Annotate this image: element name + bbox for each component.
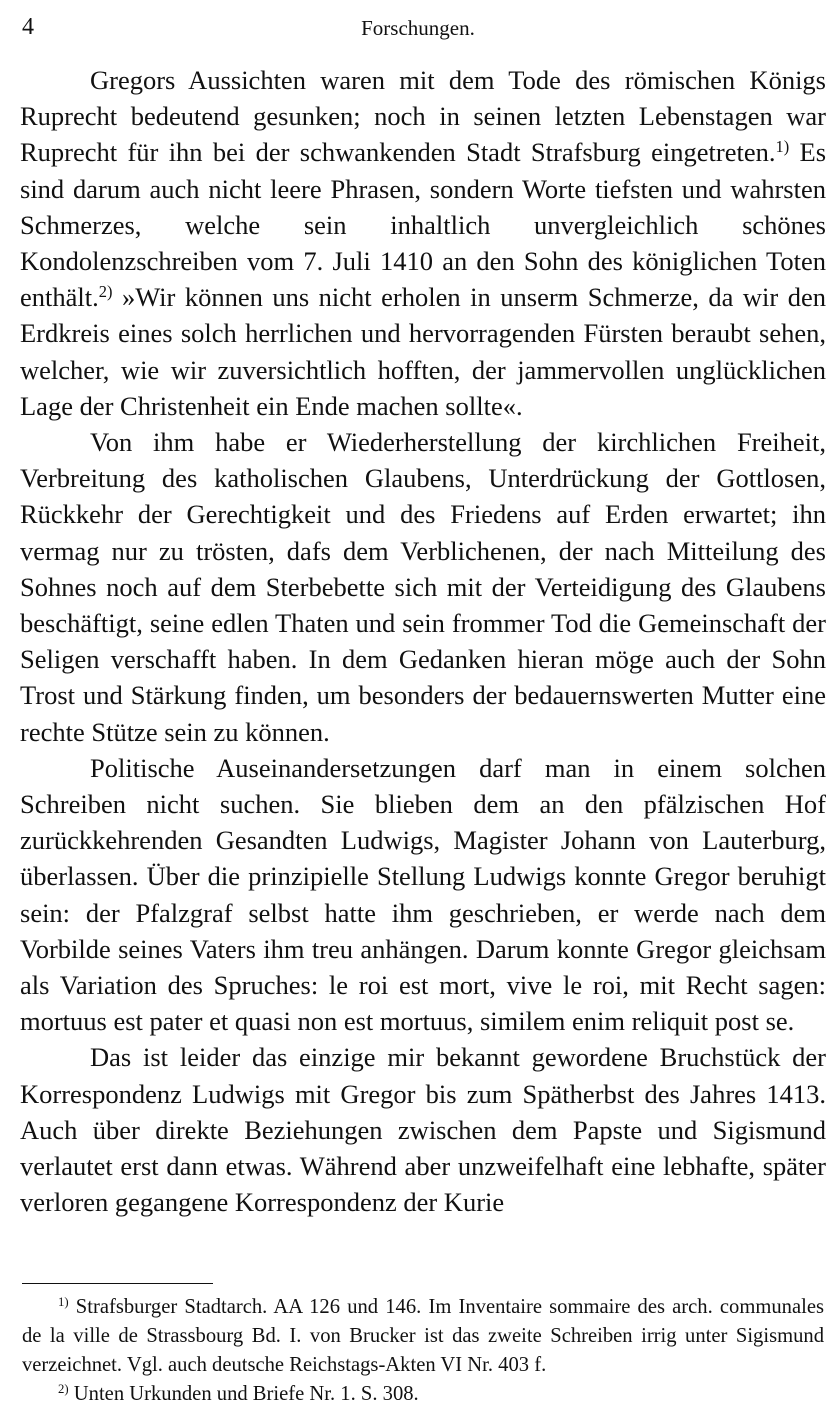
footnotes [22, 1293, 824, 1409]
running-head: Forschungen. [361, 16, 475, 40]
page-number: 4 [22, 14, 34, 40]
footnote [22, 1380, 824, 1409]
body-text [20, 62, 826, 1221]
paragraph-text: Von ihm habe er Wiederherstellung der kirchlichen Freiheit, Verbreitung des katholischen Glaubens, Unterdrückung der Gottlosen, Rückkehr der Gerechtigkeit und des Friedens auf Erden erwartet; ihn vermag nur zu trösten, dafs dem Verblichenen, der nach Mitteilung des Sohnes noch auf dem Sterbebette sich mit der Verteidigung des Glaubens beschäftigt, seine edlen Thaten und sein frommer Tod die Gemeinschaft der Seligen verschafft haben. In dem Gedanken hieran möge auch der Sohn Trost und Stärkung finden, um besonders der bedauernswerten Mutter eine rechte Stütze sein zu können. [20, 427, 826, 747]
paragraph-text: Das ist leider das einzige mir bekannt gewordene Bruchstück der Korrespondenz Ludwigs mit Gregor bis zum Spätherbst des Jahres 1413. Auch über direkte Beziehungen zwischen dem Papste und Sigismund verlautet erst dann etwas. Während aber unzweifelhaft eine lebhafte, später verloren gegangene Korrespondenz der Kurie [20, 1042, 826, 1218]
footnote-rule [22, 1283, 213, 1284]
paragraph-text: Politische Auseinandersetzungen darf man in einem solchen Schreiben nicht suchen. Sie blieben dem an den pfälzischen Hof zurückkehrenden Gesandten Ludwigs, Magister Johann von Lauterburg, überlassen. Über die prinzipielle Stellung Ludwigs konnte Gregor beruhigt sein: der Pfalzgraf selbst hatte ihm geschrieben, er werde nach dem Vorbilde seines Vaters ihm treu anhängen. Darum konnte Gregor gleichsam als Variation des Spruches: le roi est mort, vive le roi, mit Recht sagen: mortuus est pater et quasi non est mortuus, similem enim reliquit post se. [20, 752, 826, 1037]
paragraph-text: Es sind darum auch nicht leere Phrasen, sondern Worte tiefsten und wahrsten Schmerzes, welche sein inhaltlich unvergleichlich schönes Kondolenzschreiben vom 7. Juli 1410 an den Sohn des königlichen Toten enthält. [20, 137, 827, 313]
footnote [22, 1293, 824, 1380]
paragraph [20, 424, 826, 750]
footnote-reference: 1) [775, 137, 790, 157]
paragraph-text: »Wir können uns nicht erholen in unserm Schmerze, da wir den Erdkreis eines solch herrlichen und hervorragenden Fürsten beraubt sehen, welcher, wie wir zuversichtlich hofften, der jammervollen unglücklichen Lage der Christenheit ein Ende machen sollte«. [20, 282, 826, 421]
footnote-text: Unten Urkunden und Briefe Nr. 1. S. 308. [68, 1383, 419, 1405]
paragraph [20, 750, 826, 1040]
paragraph [20, 1039, 826, 1220]
paragraph [20, 62, 826, 424]
footnote-text: Strafsburger Stadtarch. AA 126 und 146. Im Inventaire sommaire des arch. communales de la ville de Strassbourg Bd. I. von Brucker ist das zweite Schreiben irrig unter Sigismund verzeichnet. Vgl. auch deutsche Reichstags-Akten VI Nr. 403 f. [22, 1296, 824, 1376]
footnote-reference: 2) [98, 282, 113, 302]
footnote-marker: 1) [58, 1294, 69, 1309]
footnote-marker: 2) [58, 1381, 69, 1396]
paragraph-text: Gregors Aussichten waren mit dem Tode des römischen Königs Ruprecht bedeutend gesunken; noch in seinen letzten Lebenstagen war Ruprecht für ihn bei der schwankenden Stadt Strafsburg eingetreten. [20, 65, 826, 168]
